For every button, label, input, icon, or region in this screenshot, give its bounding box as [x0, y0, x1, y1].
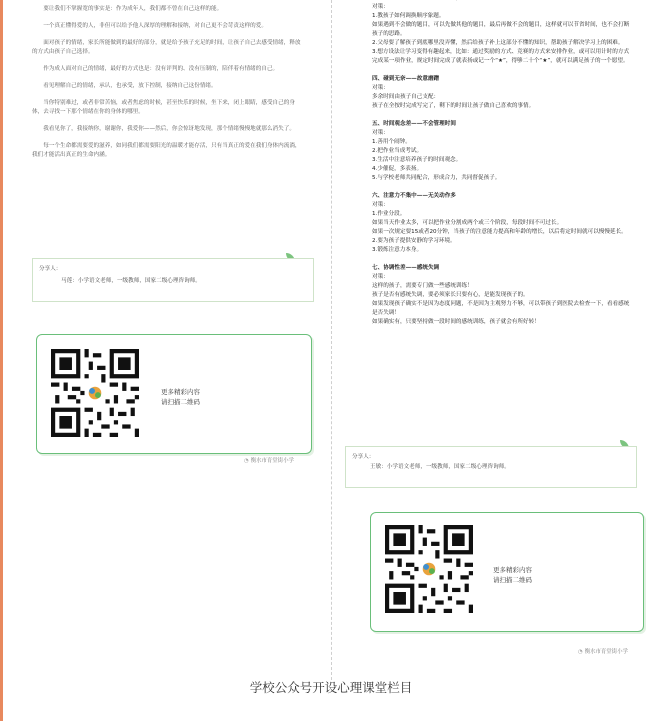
right-line: 1.善用个闹钟。	[372, 139, 411, 145]
right-section-heading: 七、协调性差——感统失调	[372, 265, 440, 271]
image-caption: 学校公众号开设心理课堂栏目	[249, 680, 413, 695]
qr-caption	[161, 387, 200, 407]
qr-code-image[interactable]	[385, 525, 473, 613]
right-line: 这样的孩子，需要专门做一些感统训练！	[372, 283, 473, 289]
wechat-bubble-icon: ◔	[244, 458, 249, 464]
right-line: 对策：	[372, 202, 389, 208]
right-line: 孩子是否有感统失调，要必须家长只要有心，是能发现孩子的。	[372, 292, 529, 298]
left-paragraph: 一个真正懂得爱的人，非但可以给予他人深厚的理解和接纳，对自己更不会苛责这样的爱。	[43, 23, 267, 29]
source-tag-text: 衡水市育堂街小学	[250, 458, 294, 464]
right-line: 3.锻炼注意力本身。	[372, 247, 423, 253]
right-section-heading: 六、注意力不集中——无关动作多	[372, 193, 456, 199]
right-line: 如果发现孩子确实不是因为态度问题，不是因为主观努力不够，可以带孩子到医院去检查一下，看看感统是否失调！	[372, 301, 630, 316]
share-label: 分享人：	[352, 454, 375, 460]
qr-card-left	[36, 334, 312, 454]
right-line: 对策：	[372, 4, 389, 10]
source-tag-text: 衡水市育堂街小学	[584, 649, 628, 655]
right-line: 对策：	[372, 130, 389, 136]
right-line: 3.生活中注意培养孩子的时间观念。	[372, 157, 462, 163]
right-line: 3.想方设法让学习变得有趣起来，比如：通过奖励的方式、竞赛的方式来安排作业，或可以用计时的方式完成某一项作业，规定时间完成了就表扬或记一个“★”，得够二十个“★”，就可以满足孩子的一个愿望。	[372, 49, 630, 64]
qr-caption	[493, 565, 532, 585]
right-line: 多余时间由孩子自己支配：	[372, 94, 440, 100]
right-line: 如果确实有，只要坚持做一段时间的感统训练，孩子就会有所好转！	[372, 319, 540, 325]
qr-caption-line: 请扫描二维码	[161, 398, 200, 406]
right-line: 4.少催促，多表扬。	[372, 166, 423, 172]
qr-caption-line: 请扫描二维码	[493, 576, 532, 584]
left-paragraph: 作为成人面对自己的情绪，最好的方式也是：没有评判的、没有压制的，陪伴着有情绪的自己。	[43, 66, 279, 72]
qr-code-image[interactable]	[51, 349, 139, 437]
right-article-text	[372, 0, 634, 327]
right-line: 如果当天作业太多，可以把作业分割成两个或三个阶段，每段时间不可过长。	[372, 220, 563, 226]
right-line: 5.与学校老师共同配合，形成合力，共同督促孩子。	[372, 175, 501, 181]
right-section-heading: 四、碰到无奈——故意磨蹭	[372, 76, 440, 82]
left-paragraph: 面对孩子的情绪，家长所能做到的最好的部分，就是给予孩子充足的时间，让孩子自己去感受情绪，释放的方式由孩子自己选择。	[32, 40, 301, 55]
left-paragraph: 当你特别难过，或者非常苦恼，或者焦虑的时候，甚至快乐的时候，坐下来，闭上眼睛，感受自己的身体，去寻找一下那个情绪在你的身体的哪里。	[32, 100, 295, 115]
share-box-left	[32, 258, 314, 302]
wechat-bubble-icon: ◔	[578, 649, 583, 655]
right-line: 2.父母要了解孩子到底哪里没弄懂，然后给孩子补上这部分不懂的知识，帮助孩子解决学习上的困难。	[372, 40, 624, 46]
qr-card-right	[370, 512, 644, 632]
right-line: 孩子在全按时完成写完了，剩下的时间让孩子做自己喜欢的事情。	[372, 103, 535, 109]
share-label: 分享人：	[39, 266, 62, 272]
source-tag-right	[578, 647, 628, 655]
left-accent-bar	[0, 0, 3, 721]
qr-caption-line: 更多精彩内容	[493, 566, 532, 574]
right-line: 2.要为孩子提供安静的学习环境。	[372, 238, 456, 244]
left-paragraph: 看见理解自己的情绪，承认，也承受，放下控制，接纳自己这份情绪。	[43, 83, 217, 89]
right-line: 如果一次规定要15或者20分钟，当孩子的注意能力提高和年龄的增长，以后将定时间就可以慢慢延长。	[372, 229, 627, 235]
share-box-right	[345, 446, 637, 488]
right-line: 2.把作业当成考试。	[372, 148, 423, 154]
right-section-heading: 五、时间观念差——不会管理时间	[372, 121, 456, 127]
left-paragraph: 我看见你了，我接纳你，谢谢你，我爱你——然后，你会惊讶地发现，那个情绪慢慢地就那么消失了。	[43, 126, 295, 132]
right-line: 1.教孩子如何调换顺序象题。	[372, 13, 445, 19]
left-paragraph: 要让我们不掌握宽的事实是：作为成年人，我们都不曾在自己这样的能。	[43, 6, 223, 12]
right-line: 对策：	[372, 274, 389, 280]
qr-caption-line: 更多精彩内容	[161, 388, 200, 396]
left-article-text	[32, 0, 304, 168]
left-paragraph: 每一个生命都需要爱的滋养，如同我们都需要阳光的温暖才能存活，只有当真正的爱在我们身体内流淌，我们才能活出真正的生命内涵。	[32, 143, 301, 158]
right-line: 如果遇到不会做的题目，可以先做其他的题目，最后再做不会的题目，这样就可以节省时间，也不会打断孩子的思路。	[372, 22, 630, 37]
share-author: 王敏：小学语文老师，一级教师，国家二级心理咨询师。	[370, 464, 510, 470]
source-tag-left	[244, 456, 294, 464]
share-author: 马莲：小学语文老师，一级教师，国家二级心理咨询师。	[61, 278, 201, 284]
column-divider	[331, 0, 332, 680]
right-line: 对策：	[372, 85, 389, 91]
right-line: 1.作业分段。	[372, 211, 406, 217]
